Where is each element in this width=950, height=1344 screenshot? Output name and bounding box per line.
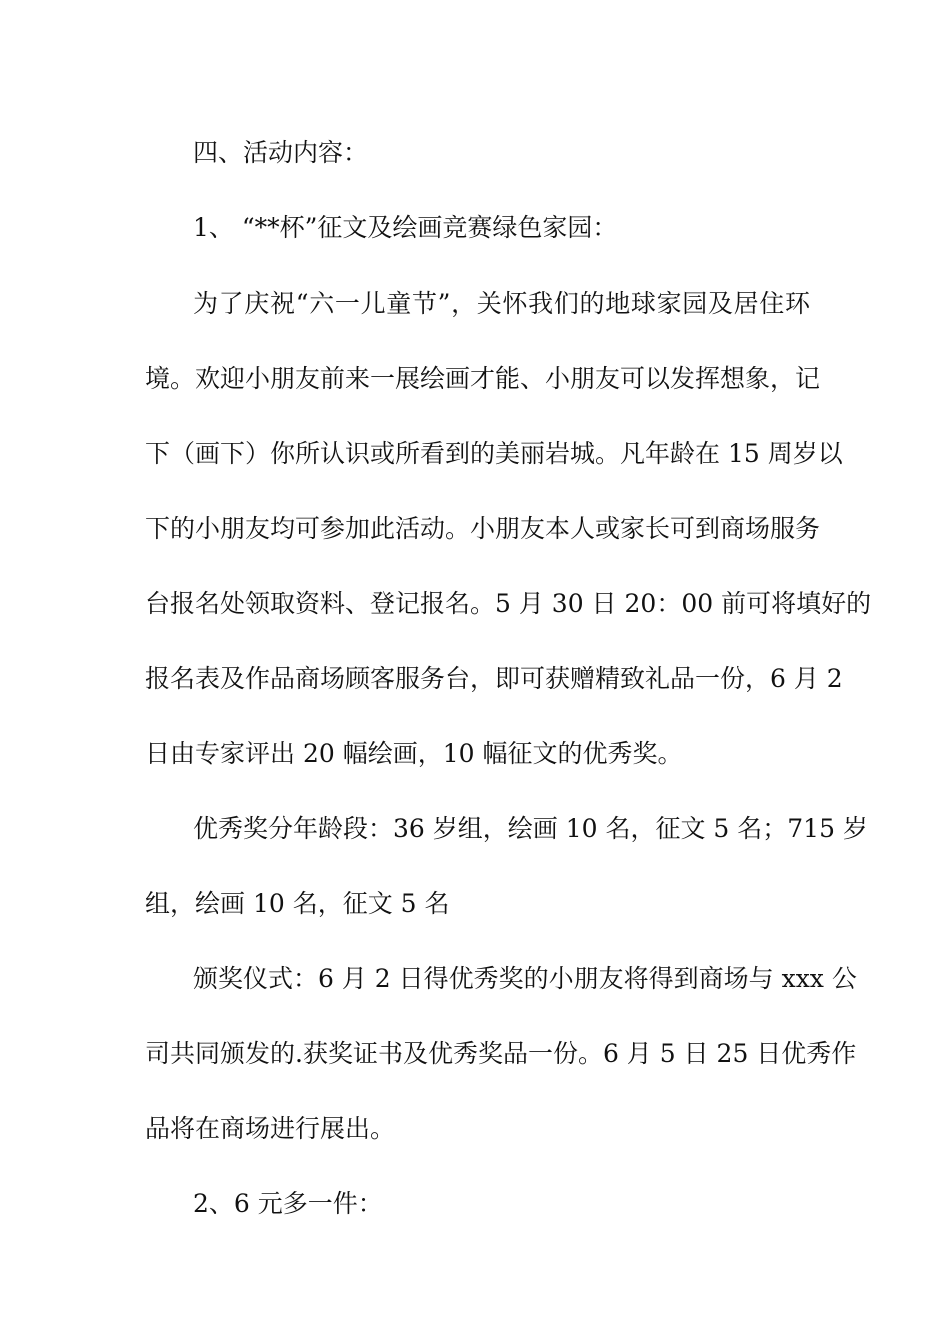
paragraph-line: 下（画下）你所认识或所看到的美丽岩城。凡年龄在 15 周岁以 — [145, 439, 843, 468]
subsection-heading-1: 1、 “**杯”征文及绘画竞赛绿色家园： — [193, 213, 618, 242]
paragraph-line: 台报名处领取资料、登记报名。5 月 30 日 20：00 前可将填好的 — [145, 589, 872, 618]
paragraph-line: 优秀奖分年龄段：36 岁组，绘画 10 名，征文 5 名；715 岁 — [193, 814, 868, 843]
paragraph-line: 司共同颁发的.获奖证书及优秀奖品一份。6 月 5 日 25 日优秀作 — [145, 1039, 857, 1068]
paragraph-line: 境。欢迎小朋友前来一展绘画才能、小朋友可以发挥想象，记 — [145, 364, 821, 393]
paragraph-line: 品将在商场进行展出。 — [145, 1114, 396, 1143]
paragraph-line: 为了庆祝“六一儿童节”，关怀我们的地球家园及居住环 — [193, 289, 810, 318]
paragraph-line: 颁奖仪式：6 月 2 日得优秀奖的小朋友将得到商场与 xxx 公 — [193, 964, 857, 993]
paragraph-line: 下的小朋友均可参加此活动。小朋友本人或家长可到商场服务 — [145, 514, 821, 543]
paragraph-line: 组，绘画 10 名，征文 5 名 — [145, 889, 450, 918]
subsection-heading-2: 2、6 元多一件： — [193, 1189, 383, 1218]
section-heading: 四、活动内容： — [193, 138, 369, 167]
paragraph-line: 日由专家评出 20 幅绘画，10 幅征文的优秀奖。 — [145, 739, 683, 768]
paragraph-line: 报名表及作品商场顾客服务台，即可获赠精致礼品一份，6 月 2 — [145, 664, 843, 693]
